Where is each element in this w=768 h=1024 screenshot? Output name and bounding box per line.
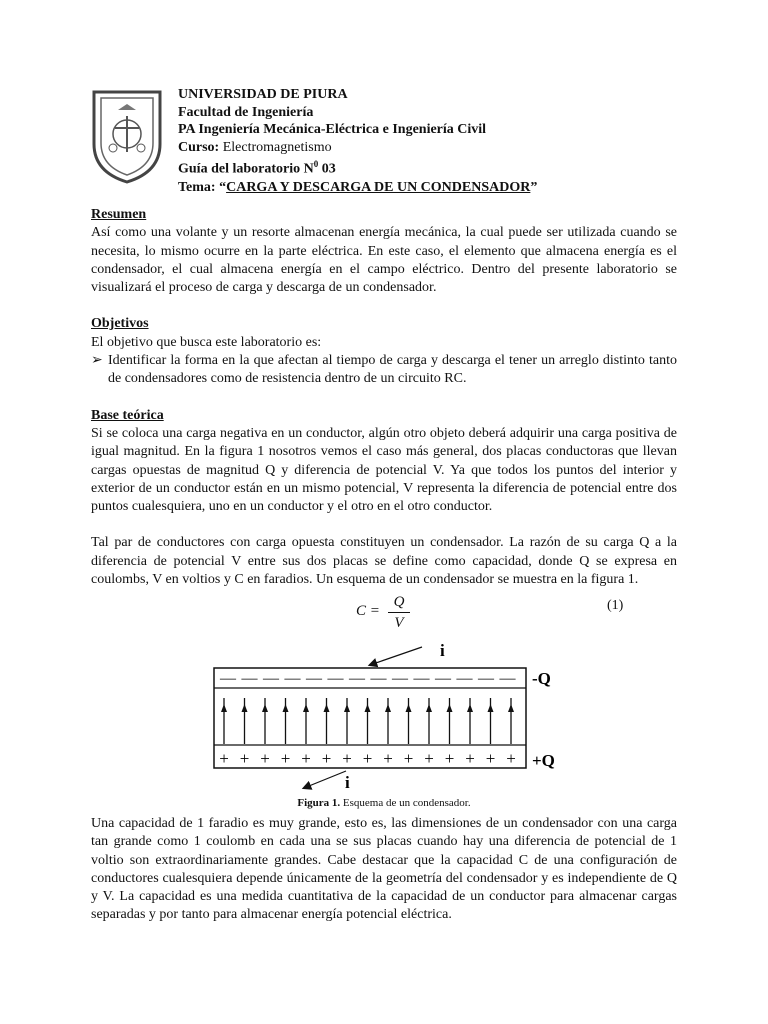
faculty-name: Facultad de Ingeniería (178, 104, 314, 120)
university-seal-logo (88, 86, 166, 186)
plus-charge: + (280, 749, 291, 768)
minus-charge: — (435, 670, 451, 687)
plus-charge: + (383, 749, 393, 768)
resumen-title: Resumen (91, 207, 147, 222)
minus-charge: — (327, 670, 344, 687)
field-arrow (508, 698, 514, 744)
negative-charge-label: -Q (532, 669, 551, 688)
minus-charge: — (349, 670, 365, 687)
guide-line (178, 156, 537, 178)
positive-charge-label: +Q (532, 751, 555, 770)
field-arrow (262, 698, 268, 744)
guide-number: 03 (321, 162, 336, 178)
field-arrow (365, 698, 371, 744)
program-name: PA Ingeniería Mecánica-Eléctrica e Ingeniería Civil (178, 122, 487, 138)
current-label-top: i (440, 641, 445, 660)
minus-charge: — (284, 670, 301, 687)
caption-label: Figura 1. (297, 797, 341, 809)
equation-denominator: V (394, 615, 404, 631)
main-content-continued (91, 815, 677, 925)
base-paragraph-2: Tal par de conductores con carga opuesta constituyen un condensador. La razón de su carga Q a la diferencia de potencial V entre sus dos placas se define como capacidad, donde Q se expresa en coulombs, V en voltios y C en faradios. Un esquema de un condensador se muestra en la figura 1. (91, 535, 677, 588)
field-arrow (385, 698, 391, 744)
course-line (178, 139, 537, 157)
plus-charge: + (219, 749, 229, 768)
field-arrow (406, 698, 412, 744)
equation-fraction (388, 592, 410, 633)
current-arrow-top (370, 647, 422, 665)
university-name: UNIVERSIDAD DE PIURA (178, 87, 348, 102)
minus-charge: — (263, 670, 279, 687)
figure-caption (0, 797, 768, 809)
plus-charge: + (403, 749, 414, 768)
caption-text: Esquema de un condensador. (340, 797, 471, 809)
minus-charge: — (413, 670, 430, 687)
minus-charge: — (370, 670, 387, 687)
negative-charge-row (219, 670, 517, 687)
main-content (91, 206, 677, 589)
field-arrow (467, 698, 473, 744)
base-paragraph-3: Una capacidad de 1 faradio es muy grande, esto es, las dimensiones de un condensador con una carga tan grande como 1 coulomb en cada una se sus placas cuando hay una diferencia de potencial de 1 voltio son extraordinariamente grandes. Cabe destacar que la capacidad C de una configuración de conductores cualesquiera depende únicamente de la geometría del condensador y es independiente de Q y V. La capacidad es una medida cuantitativa de la capacidad de un conductor para almacenar cargas separadas y por tanto para almacenar energía potencial eléctrica. (91, 816, 677, 923)
minus-charge: — (499, 670, 516, 687)
minus-charge: — (478, 670, 494, 687)
electric-field-lines (221, 698, 514, 744)
objetivos-intro: El objetivo que busca este laboratorio es: (91, 334, 322, 350)
base-teorica-title: Base teórica (91, 407, 164, 423)
field-arrow (426, 698, 432, 744)
plus-charge: + (424, 749, 434, 768)
positive-charge-row (219, 749, 516, 768)
field-arrow (283, 698, 289, 744)
capacitor-diagram (200, 638, 600, 798)
guide-prefix: Guía del laboratorio N (178, 162, 314, 178)
minus-charge: — (220, 670, 236, 687)
field-arrow (488, 698, 494, 744)
topic-value: CARGA Y DESCARGA DE UN CONDENSADOR (226, 179, 531, 195)
field-arrow (324, 698, 330, 744)
equation-numerator: Q (393, 594, 405, 610)
plus-charge: + (444, 749, 455, 768)
topic-line (178, 179, 537, 197)
equation-number: (1) (607, 598, 624, 613)
course-value: Electromagnetismo (222, 139, 332, 155)
field-arrow (447, 698, 453, 744)
plus-charge: + (506, 749, 516, 768)
minus-charge: — (306, 670, 322, 687)
course-label: Curso: (178, 139, 220, 155)
equation-lhs: C = (356, 603, 380, 619)
plus-charge: + (321, 749, 332, 768)
topic-close: ” (530, 179, 538, 195)
plus-charge: + (362, 749, 373, 768)
plus-charge: + (342, 749, 352, 768)
plus-charge: + (485, 749, 496, 768)
minus-charge: — (456, 670, 473, 687)
plus-charge: + (239, 749, 250, 768)
objective-item (91, 352, 677, 389)
current-label-bottom: i (345, 773, 350, 792)
objective-text: Identificar la forma en la que afectan al tiempo de carga y descarga el tener un arreglo distinto tanto de condensadores como de resistencia dentro de un circuito RC. (108, 353, 677, 387)
guide-sup: 0 (313, 159, 319, 170)
plus-charge: + (465, 749, 475, 768)
minus-charge: — (392, 670, 408, 687)
arrow-bullet-icon: ➢ (91, 353, 103, 369)
document-header (178, 86, 537, 196)
field-arrow (344, 698, 350, 744)
current-arrow-bottom (304, 771, 346, 788)
topic-label: Tema: “ (178, 179, 227, 195)
objetivos-title: Objetivos (91, 316, 149, 332)
field-arrow (221, 698, 227, 744)
plus-charge: + (260, 749, 270, 768)
resumen-text: Así como una volante y un resorte almacenan energía mecánica, la cual puede ser utilizada cuando se necesita, lo mismo ocurre en la parte eléctrica. En este caso, el elemento que almacena energía es el condensador, el cual almacena energía en el campo eléctrico. Dentro del presente laboratorio se visualizará el proceso de carga y descarga de un condensador. (91, 225, 677, 296)
base-paragraph-1: Si se coloca una carga negativa en un conductor, algún otro objeto deberá adquirir una carga positiva de igual magnitud. En la figura 1 nosotros vemos el caso más general, dos placas conductoras que llevan cargas opuestas de magnitud Q y diferencia de potencial V. Ya que todos los puntos del interior y exterior de un conductor están en un mismo potencial, V representa la diferencia de potencial entre dos puntos cualesquiera, uno en un conductor y el otro en el otro conductor. (91, 425, 677, 515)
plus-charge: + (301, 749, 311, 768)
minus-charge: — (241, 670, 258, 687)
field-arrow (242, 698, 248, 744)
field-arrow (303, 698, 309, 744)
